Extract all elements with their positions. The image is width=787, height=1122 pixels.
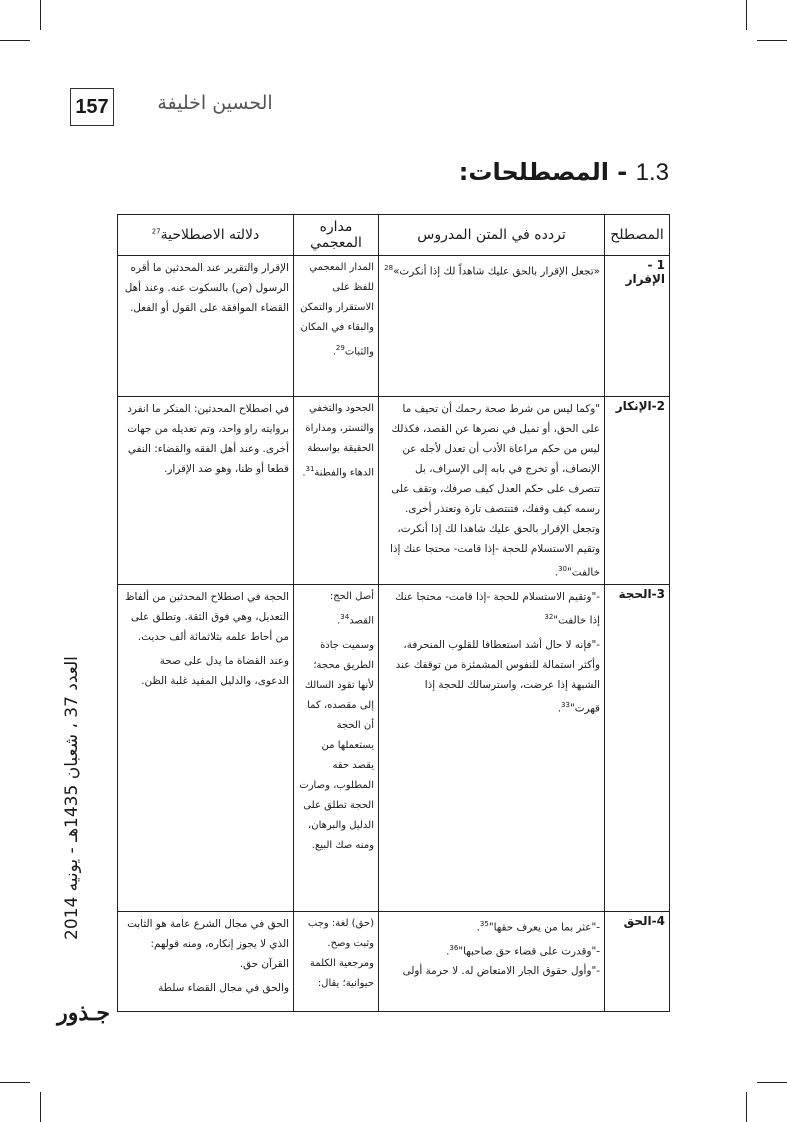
usage-quote: «تجعل الإقرار بالحق عليك شاهداً لك إذا أنكرت» <box>393 265 600 278</box>
footnote-ref: 28 <box>384 264 394 272</box>
running-header-author: الحسين اخليفة <box>157 92 273 114</box>
definition-cell <box>118 585 294 912</box>
lexical-cell: (حق) لغة: وجب وثبت وصح. ومرجعية الكلمة حيوانية؛ يقال: <box>294 912 379 1012</box>
footnote-ref: 32 <box>544 613 554 622</box>
header-definition <box>118 215 294 256</box>
usage-cell: "وكما ليس من شرط صحة رحمك أن تحيف ما على الحق، أو تميل في نصرها عن القصد، فكذلك ليس من حكم مراعاة الأدب أن تعدل لأجله عن الإنصاف، أو تخرج في بابه إلى الإسراف، بل تتصرف على حكم العدل كيف صرفك، وتقف على رسمه كيف وقفك، فتنتصف تارة وتعتذر أخرى. وتجعل الإقرار بالحق عليك شاهدا لك إذا أنكرت، وتقيم الاستسلام للحجة -إذا قامت- محتجا عنك إذا خالفت"$^{30}$. <box>379 397 605 585</box>
table-row <box>118 912 670 1012</box>
usage-quote: "وقدرت على قضاء حق صاحبها" <box>458 945 597 958</box>
definition-cell <box>118 256 294 397</box>
section-number: 1.3 <box>635 159 669 186</box>
crop-mark <box>0 40 30 41</box>
header-term: المصطلح <box>605 215 670 256</box>
crop-mark <box>757 40 787 41</box>
usage-quote: "فإنه لا حال أشد استعطافا للقلوب المنحرفة، وأكثر استمالة للنفوس المشمئزة من توقفك عند الشبهة إذا عرضت، واسترسالك للحجة إذا قهرت" <box>395 638 600 715</box>
footnote-ref: 31 <box>305 465 315 473</box>
crop-mark <box>0 1082 30 1083</box>
terms-table <box>117 214 670 1012</box>
term-cell: 4-الحق <box>605 912 670 1012</box>
usage-line: -"عثر بما من يعرف حقها"$^{35}$. <box>476 920 600 934</box>
footnote-ref: 34 <box>340 613 350 622</box>
table-header-row <box>118 215 670 256</box>
usage-paragraph: -"وتقيم الاستسلام للحجة -إذا قامت- محتجا عنك إذا خالفت"$^{32}$ <box>395 591 600 627</box>
definition-paragraph: الحجة في اصطلاح المحدثين من ألفاظ التعديل، وهي فوق الثقة. وتطلق على من أحاط علمه بثلاثمائة ألف حديث. <box>124 591 289 644</box>
lexical-cell: الجحود والتخفي والتستر، ومداراة الحقيقة بواسطة الدهاء والفطنة$^{31}$. <box>294 397 379 585</box>
footnote-ref: 30 <box>558 565 567 573</box>
crop-mark <box>746 1092 747 1122</box>
footnote-ref: 35 <box>479 920 489 929</box>
lexical-text: أصل الحج: القصد <box>329 591 374 627</box>
definition-paragraph: والحق في مجال القضاء سلطة <box>158 982 289 995</box>
lexical-cell <box>294 585 379 912</box>
crop-mark <box>757 1082 787 1083</box>
lexical-paragraph: وسميت جادة الطريق محجة؛ لأنها تقود السالك إلى مقصده، كما أن الحجة يستعملها من يقصد حقه المطلوب، وصارت الحجة تطلق على الدليل والبرهان، ومنه صك البيع. <box>299 639 374 851</box>
usage-quote: "وتقيم الاستسلام للحجة -إذا قامت- محتجا عنك إذا خالفت" <box>395 591 600 627</box>
lexical-cell: المدار المعجمي للفظ على الاستقرار والتمكن والبقاء في المكان والثبات$^{29}$. <box>294 256 379 397</box>
term-cell: 3-الحجة <box>605 585 670 912</box>
usage-paragraph: -"فإنه لا حال أشد استعطافا للقلوب المنحرفة، وأكثر استمالة للنفوس المشمئزة من توقفك عند الشبهة إذا عرضت، واسترسالك للحجة إذا قهرت"$^{33}$. <box>395 638 600 715</box>
usage-quote: "عثر بما من يعرف حقها" <box>488 921 597 934</box>
section-title: - المصطلحات: <box>458 158 628 186</box>
crop-mark <box>40 0 41 30</box>
table-row <box>118 397 670 585</box>
definition-paragraph: وعند القضاة ما يدل على صحة الدعوى، والدليل المفيد غلبة الظن. <box>141 655 289 688</box>
term-cell: 2-الإنكار <box>605 397 670 585</box>
footnote-ref: 36 <box>449 943 459 952</box>
table-row <box>118 256 670 397</box>
definition-cell <box>118 912 294 1012</box>
usage-quote: "وكما ليس من شرط صحة رحمك أن تحيف ما على الحق، أو تميل في نصرها عن القصد، فكذلك ليس من حكم مراعاة الأدب أن تعدل لأجله عن الإنصاف، أو تخرج في بابه إلى الإسراف، بل تتصرف على حكم العدل كيف صرفك، وتقف على رسمه كيف وقفك، فتنتصف تارة وتعتذر أخرى. وتجعل الإقرار بالحق عليك شاهدا لك إذا أنكرت، وتقيم الاستسلام للحجة -إذا قامت- محتجا عنك إذا خالفت" <box>389 403 600 579</box>
crop-mark <box>746 0 747 30</box>
section-heading <box>459 158 669 187</box>
usage-cell <box>379 256 605 397</box>
definition-text: في اصطلاح المحدثين: المنكر ما انفرد بروايته راو واحد، وتم تعديله من جهات أخرى. وعند أهل الفقه والقضاء: النفي قطعا أو ظنا، وهو ضد الإقرار. <box>127 403 289 475</box>
definition-paragraph: الحق في مجال الشرع عامة هو الثابت الذي لا يجوز إنكاره، ومنه قولهم: القرآن حق. <box>127 918 289 971</box>
table-row <box>118 585 670 912</box>
header-lexical: مداره المعجمي <box>294 215 379 256</box>
lexical-text: الجحود والتخفي والتستر، ومداراة الحقيقة بواسطة الدهاء والفطنة <box>305 403 374 479</box>
footnote-ref: 33 <box>561 700 570 709</box>
lexical-paragraph: أصل الحج: القصد$^{34}$. <box>329 591 374 627</box>
definition-cell <box>118 397 294 585</box>
usage-quote: "وأول حقوق الجار الامتعاض له. لا حرمة أولى <box>402 965 597 978</box>
usage-line: -"وقدرت على قضاء حق صاحبها"$^{36}$. <box>446 943 600 958</box>
crop-mark <box>40 1092 41 1122</box>
footnote-ref: 29 <box>335 344 345 352</box>
definition-text: الإقرار والتقرير عند المحدثين ما أقره الرسول (ص) بالسكوت عنه. وعند أهل القضاء الموافقة على القول أو الفعل. <box>124 262 289 314</box>
issue-sidebar: العدد 37 ، شعبان 1435هـ - يونيه 2014 <box>62 656 82 940</box>
usage-cell <box>379 912 605 1012</box>
header-definition-label: دلالته الاصطلاحية <box>160 227 260 243</box>
lexical-text: المدار المعجمي للفظ على الاستقرار والتمكن والبقاء في المكان والثبات <box>300 262 374 358</box>
journal-logo: جـذور <box>57 1000 110 1026</box>
term-cell: 1 - الإقرار <box>605 256 670 397</box>
usage-cell <box>379 585 605 912</box>
header-usage: تردده في المتن المدروس <box>379 215 605 256</box>
footnote-ref: 27 <box>151 227 161 236</box>
usage-line: -"وأول حقوق الجار الامتعاض له. لا حرمة أولى <box>402 965 600 978</box>
page-number: 157 <box>70 88 114 126</box>
